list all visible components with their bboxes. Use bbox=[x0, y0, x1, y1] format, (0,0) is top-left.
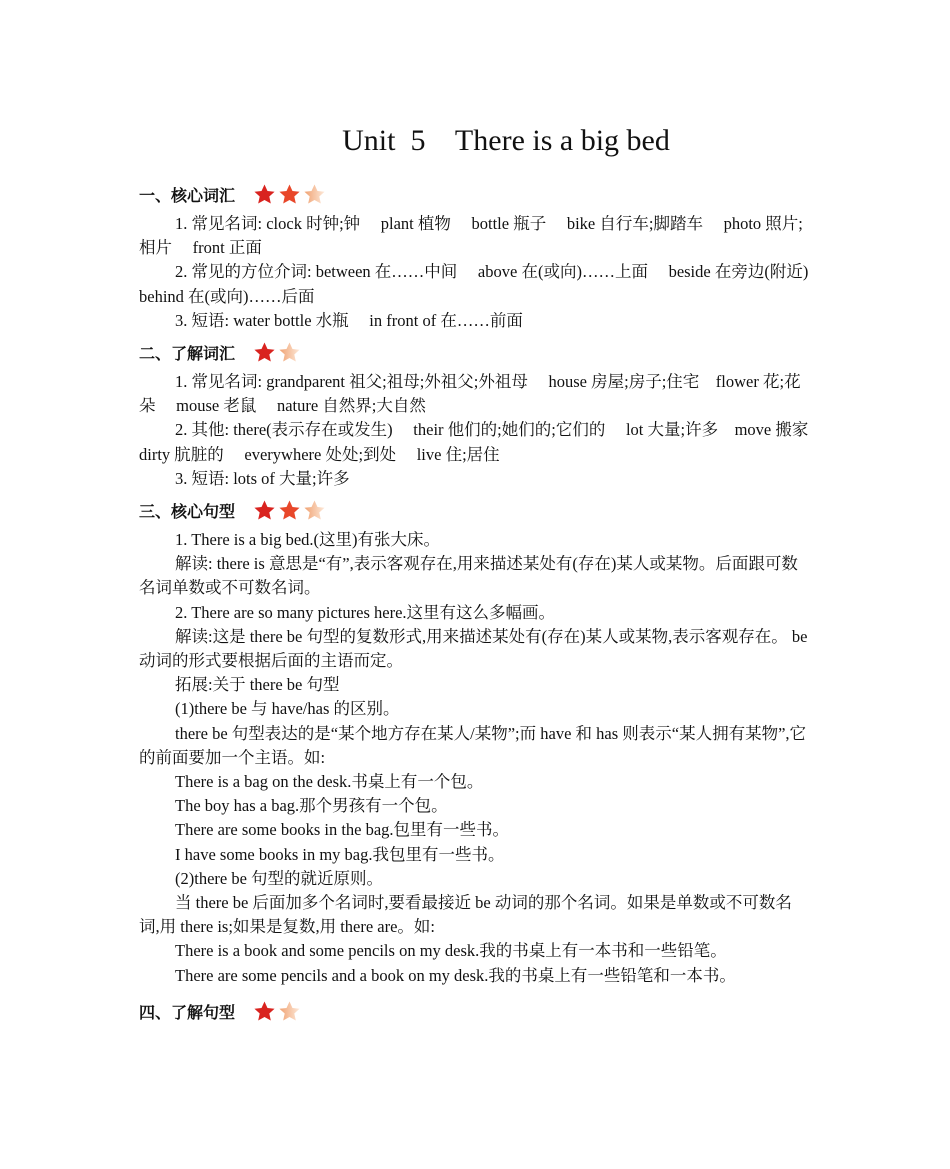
section-heading-label: 三、核心句型 bbox=[139, 501, 236, 521]
star-full-icon bbox=[278, 499, 301, 522]
paragraph: 3. 短语: lots of 大量;许多 bbox=[175, 468, 350, 488]
paragraph: (2)there be 句型的就近原则。 bbox=[175, 868, 384, 888]
example-sentence: There is a book and some pencils on my desk.我的书桌上有一本书和一些铅笔。 bbox=[175, 941, 727, 961]
example-sentence: There are some pencils and a book on my desk.我的书桌上有一些铅笔和一本书。 bbox=[175, 965, 736, 985]
paragraph: 当 there be 后面加多个名词时,要看最接近 be 动词的那个名词。如果是单数或不可数名词,用 there is;如果是复数,用 there are。如: bbox=[139, 893, 792, 937]
paragraph: (1)there be 与 have/has 的区别。 bbox=[175, 699, 400, 719]
section-heading-extra-vocabulary bbox=[139, 338, 809, 366]
example-sentence: There are some books in the bag.包里有一些书。 bbox=[175, 820, 510, 840]
paragraph: 3. 短语: water bottle 水瓶 in front of 在……前面 bbox=[175, 310, 523, 330]
star-full-icon bbox=[253, 341, 276, 364]
difficulty-stars bbox=[253, 183, 326, 206]
example-sentence: There is a bag on the desk.书桌上有一个包。 bbox=[175, 772, 484, 792]
paragraph: 解读: there is 意思是“有”,表示客观存在,用来描述某处有(存在)某人或某物。后面跟可数名词单数或不可数名词。 bbox=[139, 554, 798, 598]
section-heading-core-vocabulary bbox=[139, 180, 809, 208]
document-body bbox=[139, 176, 829, 1030]
paragraph: 解读:这是 there be 句型的复数形式,用来描述某处有(存在)某人或某物,表示客观存在。 be 动词的形式要根据后面的主语而定。 bbox=[139, 626, 808, 671]
star-half-icon bbox=[303, 499, 326, 522]
star-half-icon bbox=[303, 183, 326, 206]
paragraph: 2. 常见的方位介词: between 在……中间 above 在(或向)……上面 beside 在旁边(附近) behind 在(或向)……后面 bbox=[139, 262, 829, 306]
star-full-icon bbox=[253, 1000, 276, 1023]
star-full-icon bbox=[278, 183, 301, 206]
difficulty-stars bbox=[253, 341, 301, 364]
example-sentence: The boy has a bag.那个男孩有一个包。 bbox=[175, 796, 448, 816]
difficulty-stars bbox=[253, 1000, 301, 1023]
paragraph: 1. 常见名词: grandparent 祖父;祖母;外祖父;外祖母 house 房屋;房子;住宅 flower 花;花朵 mouse 老鼠 nature 自然界;大自然 bbox=[139, 372, 801, 416]
star-full-icon bbox=[253, 499, 276, 522]
paragraph: 2. There are so many pictures here.这里有这么多幅画。 bbox=[175, 602, 556, 622]
star-full-icon bbox=[253, 183, 276, 206]
star-half-icon bbox=[278, 341, 301, 364]
section-heading-label: 二、了解词汇 bbox=[139, 343, 236, 363]
section-heading-core-sentences bbox=[139, 496, 809, 524]
difficulty-stars bbox=[253, 499, 326, 522]
section-heading-label: 一、核心词汇 bbox=[139, 185, 236, 205]
section-heading-extra-sentences bbox=[139, 998, 809, 1026]
example-sentence: I have some books in my bag.我包里有一些书。 bbox=[175, 844, 505, 864]
paragraph: 1. There is a big bed.(这里)有张大床。 bbox=[175, 530, 441, 550]
paragraph: 1. 常见名词: clock 时钟;钟 plant 植物 bottle 瓶子 bike 自行车;脚踏车 photo 照片;相片 front 正面 bbox=[139, 214, 803, 258]
paragraph: 拓展:关于 there be 句型 bbox=[175, 675, 340, 695]
section-heading-label: 四、了解句型 bbox=[139, 1003, 236, 1023]
paragraph: 2. 其他: there(表示存在或发生) their 他们的;她们的;它们的 lot 大量;许多 move 搬家 dirty 肮脏的 everywhere 处处;到处 live 住;居住 bbox=[139, 420, 829, 464]
star-half-icon bbox=[278, 1000, 301, 1023]
page-title: Unit 5 There is a big bed bbox=[342, 124, 670, 157]
paragraph: there be 句型表达的是“某个地方存在某人/某物”;而 have 和 has 则表示“某人拥有某物”,它的前面要加一个主语。如: bbox=[139, 723, 807, 767]
